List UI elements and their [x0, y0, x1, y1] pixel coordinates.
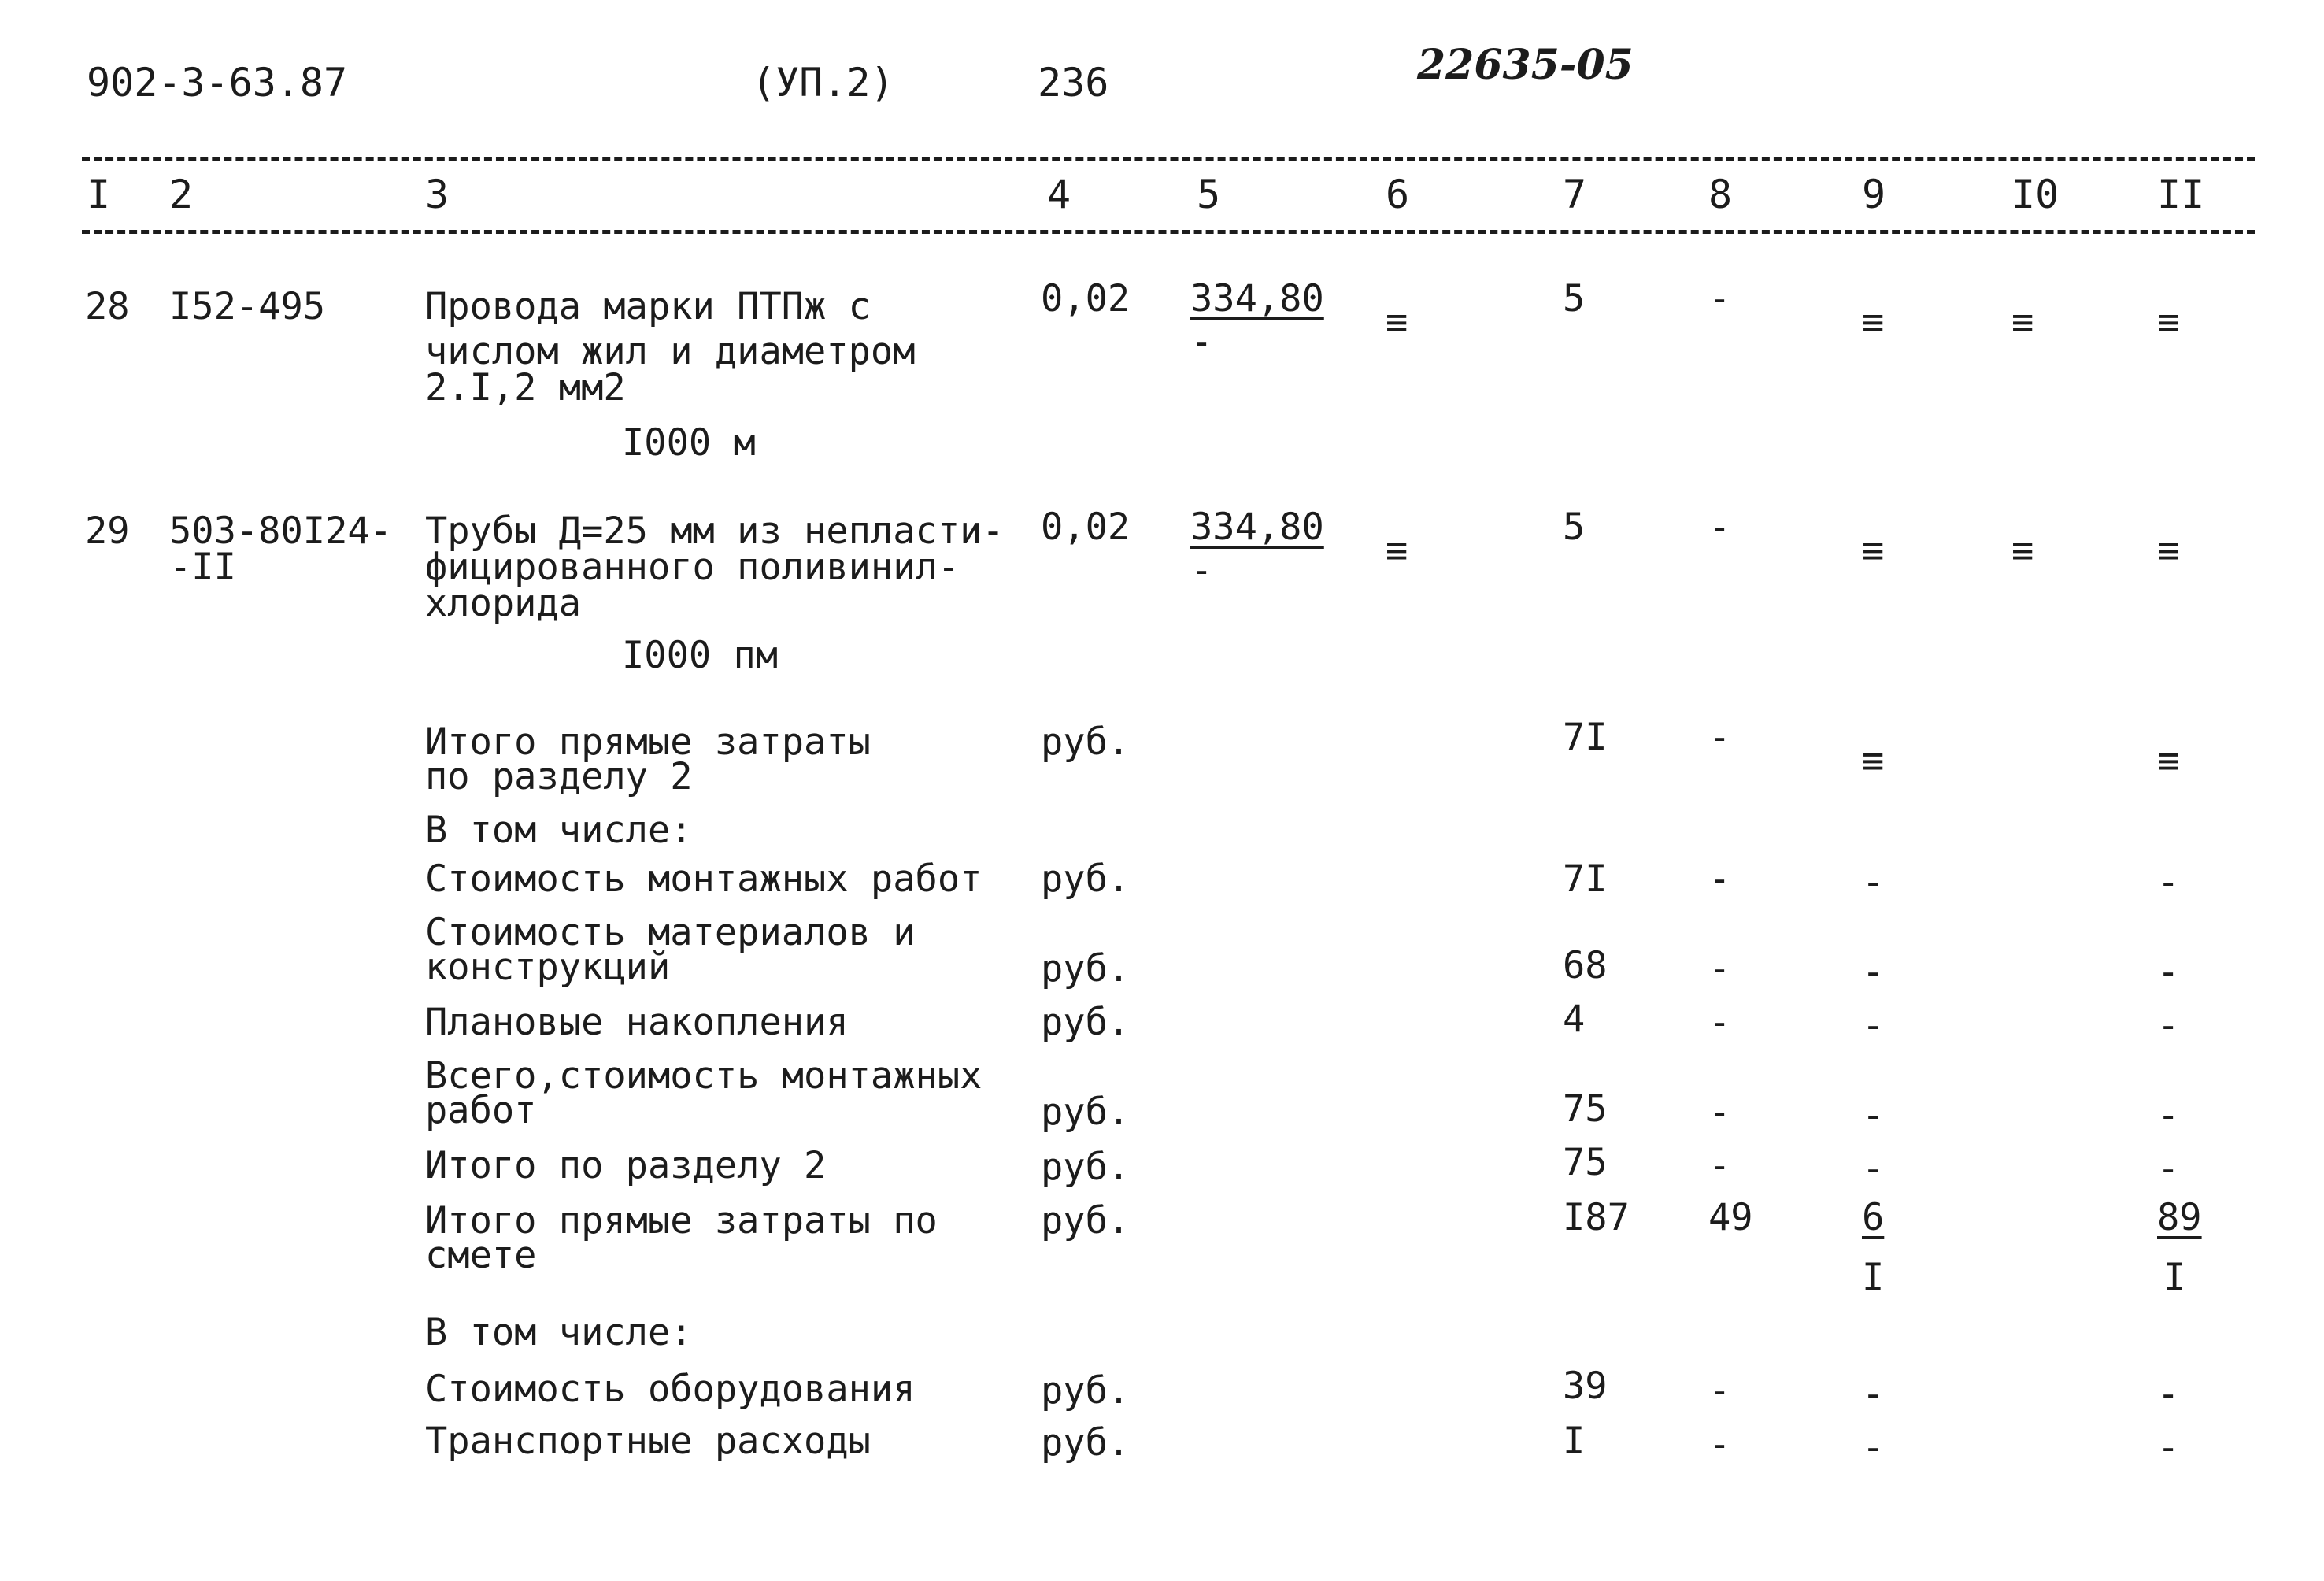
col-header-8: 8	[1708, 172, 1733, 217]
row-price: 334,80	[1190, 277, 1324, 320]
summary-col8: 49	[1708, 1196, 1753, 1239]
summary-col7: 7I	[1563, 716, 1608, 759]
summary-col7: 7I	[1563, 857, 1608, 901]
summary-col11: ≡	[2157, 739, 2180, 783]
row-quantity: 0,02	[1041, 505, 1131, 549]
summary-col9: -	[1862, 1004, 1885, 1047]
row-col10: ≡	[2011, 301, 2034, 344]
summary-label: конструкций	[425, 946, 671, 989]
summary-col11: -	[2157, 950, 2180, 994]
row-unit: I000 пм	[622, 634, 779, 677]
col-header-1: I	[87, 172, 111, 217]
summary-label: Всего,стоимость монтажных	[425, 1054, 983, 1098]
header-rule-bottom	[82, 230, 2255, 234]
summary-col8: -	[1708, 1001, 1731, 1044]
col-header-3: 3	[425, 172, 450, 217]
summary-col8: -	[1708, 1144, 1731, 1187]
row-code: -II	[169, 546, 236, 589]
handwritten-stamp-number: 22635-05	[1417, 41, 1634, 89]
summary-col9-sub: I	[1862, 1256, 1885, 1299]
summary-label: Итого прямые затраты	[425, 720, 871, 764]
summary-label: по разделу 2	[425, 755, 693, 798]
summary-col8: -	[1708, 947, 1731, 990]
summary-col7: 39	[1563, 1364, 1608, 1408]
summary-col11: -	[2157, 1004, 2180, 1047]
col-header-11: II	[2157, 172, 2205, 217]
row-price: 334,80	[1190, 505, 1324, 549]
summary-label: Транспортные расходы	[425, 1420, 871, 1463]
summary-col7: I	[1563, 1420, 1586, 1463]
summary-col8: -	[1708, 1090, 1731, 1134]
summary-col9: -	[1862, 1094, 1885, 1137]
summary-col11: -	[2157, 1094, 2180, 1137]
summary-label: Плановые накопления	[425, 1001, 849, 1044]
summary-col8: -	[1708, 1369, 1731, 1413]
row-col11: ≡	[2157, 301, 2180, 344]
row-description: фицированного поливинил-	[425, 546, 960, 589]
summary-col7: 75	[1563, 1141, 1608, 1184]
row-col6: ≡	[1386, 301, 1408, 344]
summary-col11: -	[2157, 1147, 2180, 1190]
summary-unit: руб.	[1041, 1199, 1131, 1242]
summary-col7: 4	[1563, 998, 1586, 1041]
summary-subheading: В том числе:	[425, 809, 693, 852]
summary-col9: ≡	[1862, 739, 1885, 783]
summary-label: смете	[425, 1234, 537, 1277]
row-description: 2.I,2 мм2	[425, 366, 626, 409]
summary-unit: руб.	[1041, 1369, 1131, 1413]
summary-unit: руб.	[1041, 947, 1131, 990]
summary-unit: руб.	[1041, 857, 1131, 901]
row-col7: 5	[1563, 277, 1586, 320]
col-header-6: 6	[1386, 172, 1410, 217]
row-number: 28	[85, 285, 130, 328]
row-description: Провода марки ПТПж с	[425, 285, 871, 328]
summary-col9: 6	[1862, 1196, 1885, 1239]
row-number: 29	[85, 509, 130, 553]
col-header-9: 9	[1862, 172, 1886, 217]
row-col6: ≡	[1386, 529, 1408, 572]
col-header-5: 5	[1197, 172, 1221, 217]
summary-unit: руб.	[1041, 720, 1131, 764]
document-code: 902-3-63.87	[87, 60, 348, 106]
row-description: числом жил и диаметром	[425, 330, 916, 373]
summary-col7: I87	[1563, 1196, 1630, 1239]
album-code: (УП.2)	[752, 60, 894, 106]
summary-col8: -	[1708, 716, 1731, 759]
page-number: 236	[1038, 60, 1109, 106]
summary-col11: 89	[2157, 1196, 2202, 1239]
row-description: хлорида	[425, 582, 582, 625]
summary-col8: -	[1708, 857, 1731, 901]
summary-col9: -	[1862, 1372, 1885, 1416]
row-col10: ≡	[2011, 529, 2034, 572]
summary-label: Итого прямые затраты по	[425, 1199, 938, 1242]
summary-label: Стоимость оборудования	[425, 1368, 916, 1411]
row-col9: ≡	[1862, 301, 1885, 344]
summary-unit: руб.	[1041, 1090, 1131, 1134]
row-description: Трубы Д=25 мм из непласти-	[425, 509, 1005, 553]
row-col7: 5	[1563, 505, 1586, 549]
summary-col9: -	[1862, 1426, 1885, 1469]
summary-subheading: В том числе:	[425, 1311, 693, 1354]
header-rule-top	[82, 157, 2255, 161]
col-header-10: I0	[2011, 172, 2059, 217]
summary-label: Итого по разделу 2	[425, 1144, 827, 1187]
summary-label: Стоимость материалов и	[425, 911, 916, 954]
summary-col7: 68	[1563, 944, 1608, 987]
summary-col11: -	[2157, 1372, 2180, 1416]
col-header-2: 2	[169, 172, 194, 217]
row-col8: -	[1708, 277, 1731, 320]
row-unit: I000 м	[622, 421, 756, 465]
summary-col9: -	[1862, 950, 1885, 994]
summary-label: работ	[425, 1089, 537, 1132]
col-header-7: 7	[1563, 172, 1587, 217]
col-header-4: 4	[1047, 172, 1071, 217]
row-col9: ≡	[1862, 529, 1885, 572]
row-price-sub: -	[1190, 320, 1213, 364]
summary-col8: -	[1708, 1423, 1731, 1466]
row-price-sub: -	[1190, 549, 1213, 592]
summary-col7: 75	[1563, 1087, 1608, 1131]
row-quantity: 0,02	[1041, 277, 1131, 320]
summary-unit: руб.	[1041, 1146, 1131, 1189]
row-code: I52-495	[169, 285, 326, 328]
summary-unit: руб.	[1041, 1001, 1131, 1044]
summary-unit: руб.	[1041, 1421, 1131, 1464]
summary-col9: -	[1862, 861, 1885, 904]
summary-col11-sub: I	[2163, 1256, 2186, 1299]
summary-label: Стоимость монтажных работ	[425, 857, 983, 901]
summary-col9: -	[1862, 1147, 1885, 1190]
row-col8: -	[1708, 505, 1731, 549]
row-code: 503-80I24-	[169, 509, 392, 553]
summary-col11: -	[2157, 861, 2180, 904]
row-col11: ≡	[2157, 529, 2180, 572]
summary-col11: -	[2157, 1426, 2180, 1469]
